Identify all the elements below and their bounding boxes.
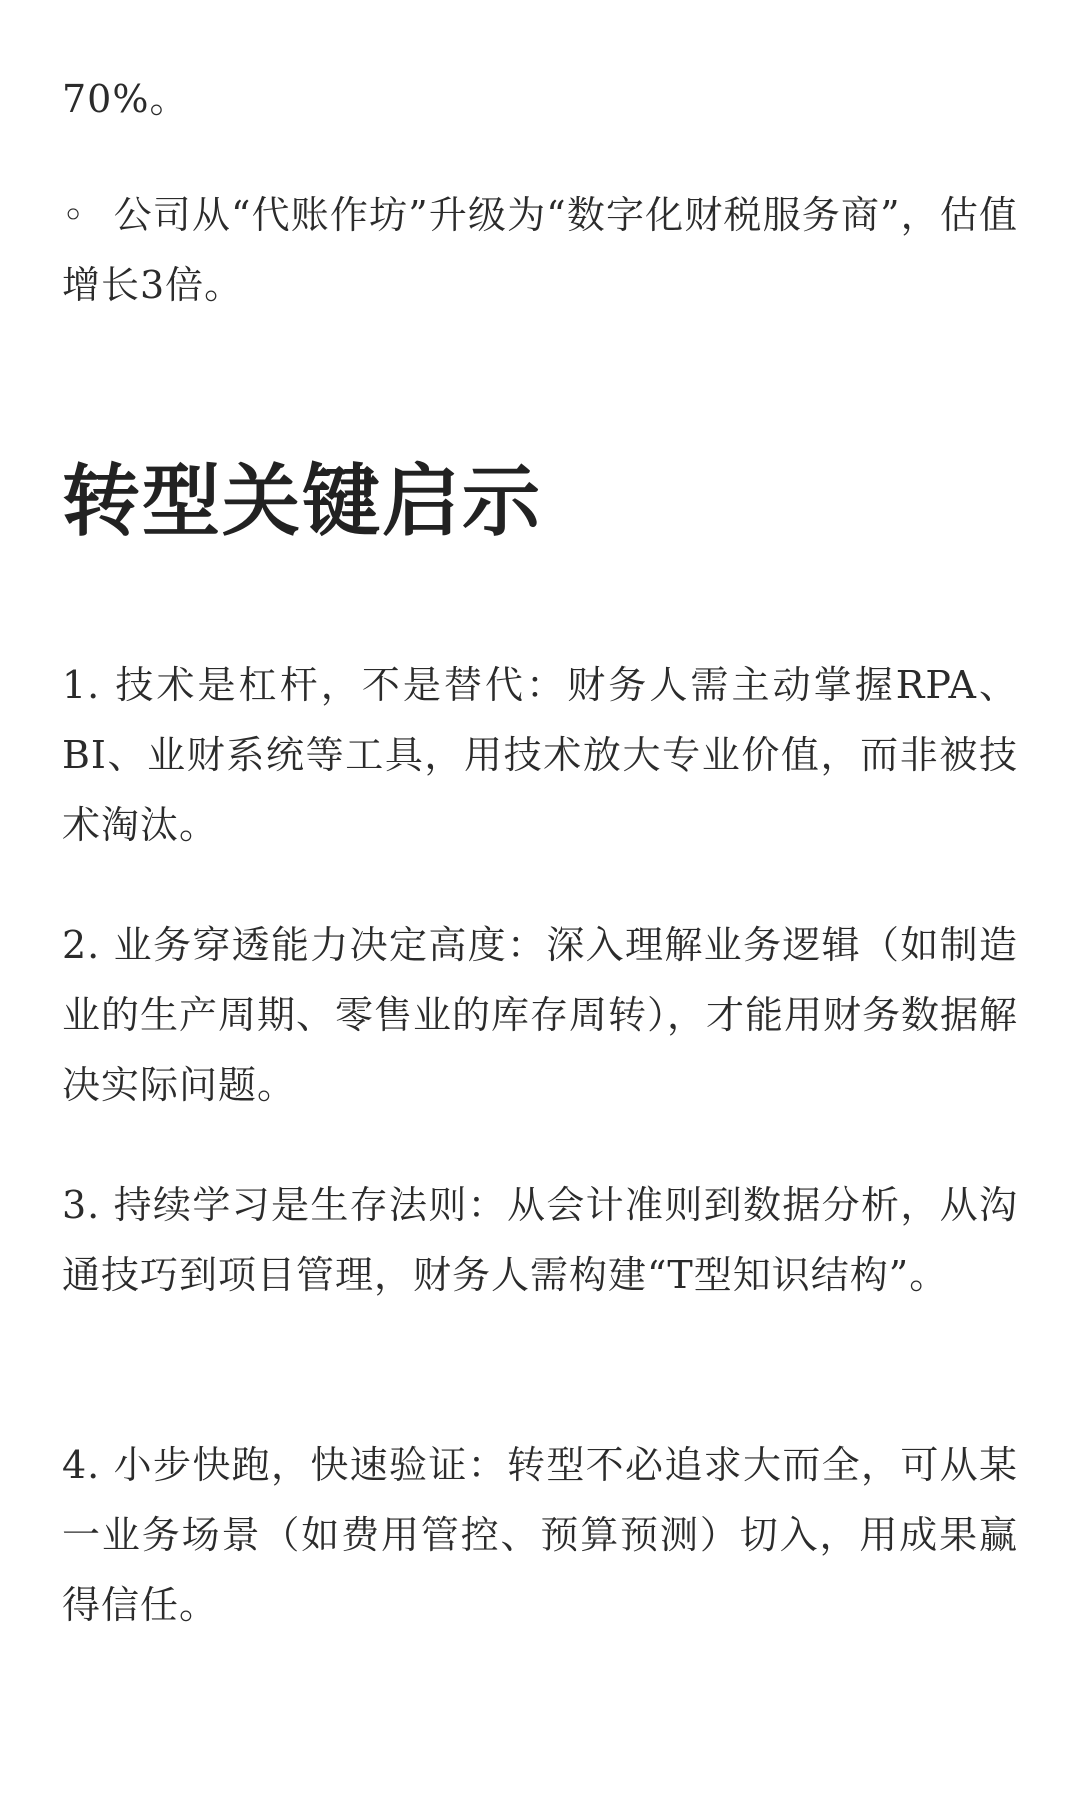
numbered-item-2: 2. 业务穿透能力决定高度：深入理解业务逻辑（如制造业的生产周期、零售业的库存周转），才能用财务数据解决实际问题。 bbox=[62, 923, 1019, 1107]
numbered-item-3: 3. 持续学习是生存法则：从会计准则到数据分析，从沟通技巧到项目管理，财务人需构建“T型知识结构”。 bbox=[62, 1183, 1018, 1297]
numbered-item-1: 1. 技术是杠杆，不是替代：财务人需主动掌握RPA、BI、业财系统等工具，用技术放大专业价值，而非被技术淘汰。 bbox=[62, 663, 1018, 847]
bullet-text: 公司从“代账作坊”升级为“数字化财税服务商”，估值增长3倍。 bbox=[62, 193, 1018, 307]
bullet-paragraph bbox=[62, 180, 1018, 320]
continued-paragraph-tail: 70%。 bbox=[62, 77, 189, 121]
bullet-circle-icon: ◦ bbox=[62, 193, 86, 237]
section-heading: 转型关键启示 bbox=[62, 456, 543, 547]
numbered-item-4: 4. 小步快跑，快速验证：转型不必追求大而全，可从某一业务场景（如费用管控、预算预测）切入，用成果赢得信任。 bbox=[62, 1443, 1018, 1627]
